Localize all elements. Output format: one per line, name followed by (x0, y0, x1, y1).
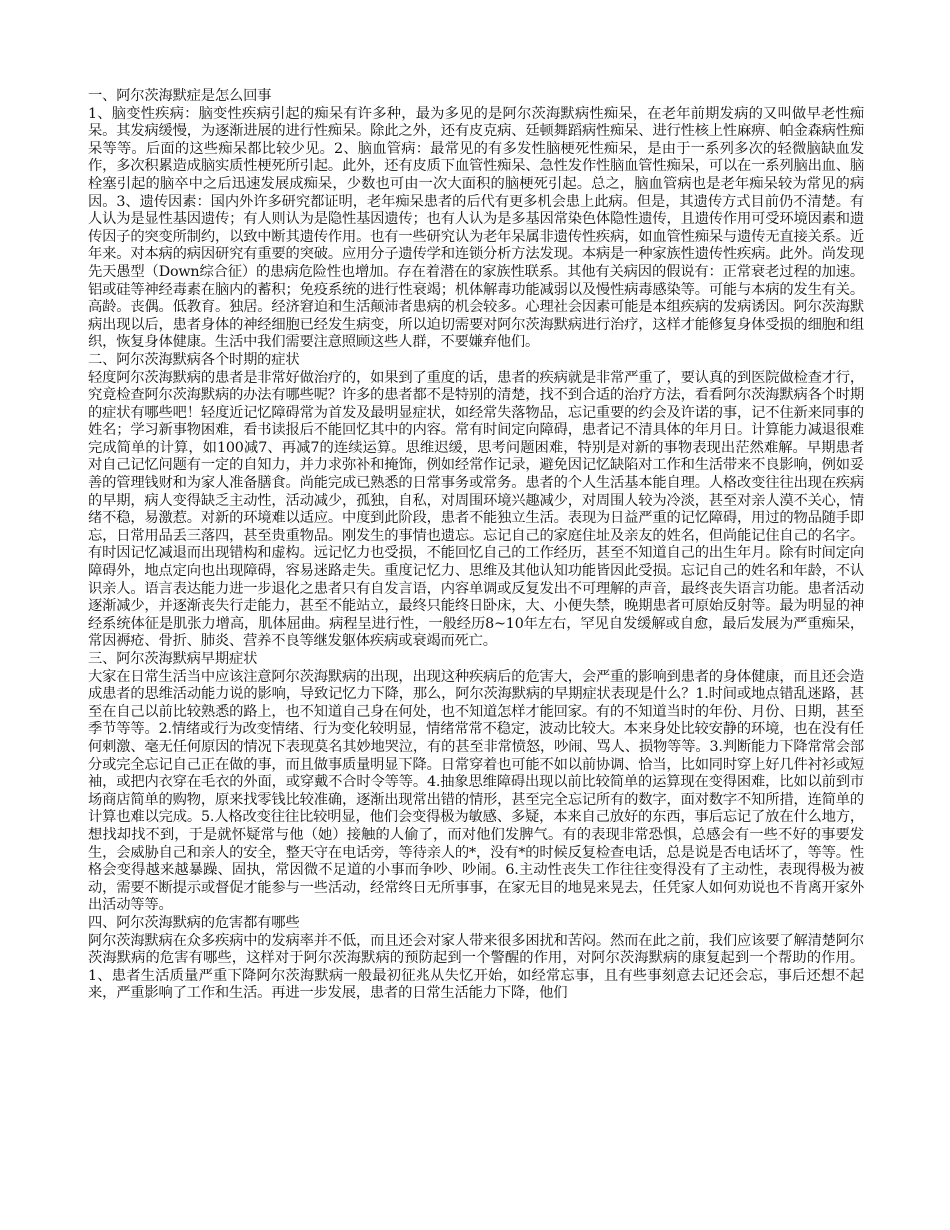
section-paragraph: 大家在日常生活当中应该注意阿尔茨海默病的出现，出现这种疾病后的危害大，会严重的影响到患者的身体健康，而且还会造成患者的思维活动能力说的影响，导致记忆力下降，那么，阿尔茨海默病的早期症状表现是什么？1.时间或地点错乱迷路，甚至在自己以前比较熟悉的路上，也不知道自己身在何处，也不知道怎样才能回家。有的不知道当时的年份、月份、日期，甚至季节等等。2.情绪或行为改变情绪、行为变化较明显，情绪常常不稳定，波动比较大。本来身处比较安静的环境，也在没有任何刺激、毫无任何原因的情况下表现莫名其妙地哭泣，有的甚至非常愤怒，吵闹、骂人、损物等等。3.判断能力下降常常会部分或完全忘记自己正在做的事，而且做事质量明显下降。日常穿着也可能不如以前协调、恰当，比如同时穿上好几件衬衫或短袖，或把内衣穿在毛衣的外面，或穿戴不合时令等等。4.抽象思维障碍出现以前比较简单的运算现在变得困难，比如以前到市场商店简单的购物，原来找零钱比较准确，逐渐出现常出错的情形，甚至完全忘记所有的数字，面对数字不知所措，连简单的计算也难以完成。5.人格改变往往比较明显，他们会变得极为敏感、多疑，本来自己放好的东西，事后忘记了放在什么地方，想找却找不到，于是就怀疑常与他（她）接触的人偷了，而对他们发脾气。有的表现非常恐惧，总感会有一些不好的事要发生，会威胁自己和亲人的安全，整天守在电话旁，等待亲人的*，没有*的时候反复检查电话，总是说是否电话坏了，等等。性格会变得越来越暴躁、固执，常因微不足道的小事而争吵、吵闹。6.主动性丧失工作往往变得没有了主动性，表现得极为被动，需要不断提示或督促才能参与一些活动，经常终日无所事事，在家无目的地晃来晃去，任凭家人如何劝说也不肯离开家外出活动等等。 (88, 668, 864, 914)
document-page (88, 88, 864, 1003)
section-heading: 四、阿尔茨海默病的危害都有哪些 (88, 914, 300, 931)
section-heading: 一、阿尔茨海默症是怎么回事 (88, 88, 272, 104)
section-paragraph: 阿尔茨海默病在众多疾病中的发病率并不低，而且还会对家人带来很多困扰和苦闷。然而在此之前，我们应该要了解清楚阿尔茨海默病的危害有哪些，这样对于阿尔茨海默病的预防起到一个警醒的作用，对阿尔茨海默病的康复起到一个帮助的作用。1、患者生活质量严重下降阿尔茨海默病一般最初征兆从失忆开始，如经常忘事，且有些事刻意去记还会忘，事后还想不起来，严重影响了工作和生活。再进一步发展，患者的日常生活能力下降，他们 (88, 932, 864, 1002)
section-paragraph: 1、脑变性疾病：脑变性疾病引起的痴呆有许多种，最为多见的是阿尔茨海默病性痴呆，在老年前期发病的又叫做早老性痴呆。其发病缓慢，为逐渐进展的进行性痴呆。除此之外，还有皮克病、廷顿舞蹈病性痴呆、进行性核上性麻痹、帕金森病性痴呆等等。后面的这些痴呆都比较少见。2、脑血管病：最常见的有多发性脑梗死性痴呆，是由于一系列多次的轻微脑缺血发作，多次积累造成脑实质性梗死所引起。此外，还有皮质下血管性痴呆、急性发作性脑血管性痴呆，可以在一系列脑出血、脑栓塞引起的脑卒中之后迅速发展成痴呆，少数也可由一次大面积的脑梗死引起。总之，脑血管病也是老年痴呆较为常见的病因。3、遗传因素：国内外许多研究都证明，老年痴呆患者的后代有更多机会患上此病。但是，其遗传方式目前仍不清楚。有人认为是显性基因遗传；有人则认为是隐性基因遗传；也有人认为是多基因常染色体隐性遗传，且遗传作用可受环境因素和遗传因子的突变所制约，以致中断其遗传作用。也有一些研究认为老年呆属非遗传性疾病，如血管性痴呆与遗传无直接关系。近年来。对本病的病因研究有重要的突破。应用分子遗传学和连锁分析方法发现。本病是一种家族性遗传性疾病。此外。尚发现先天愚型（Down综合征）的患病危险性也增加。存在着潜在的家族性联系。其他有关病因的假说有：正常衰老过程的加速。铝或硅等神经毒素在脑内的蓄积；免疫系统的进行性衰竭；机体解毒功能减弱以及慢性病毒感染等。可能与本病的发生有关。高龄。丧偶。低教育。独居。经济窘迫和生活颠沛者患病的机会较多。心理社会因素可能是本组疾病的发病诱因。阿尔茨海默病出现以后，患者身体的神经细胞已经发生病变，所以迫切需要对阿尔茨海默病进行治疗，这样才能修复身体受损的细胞和组织，恢复身体健康。生活中我们需要注意照顾这些人群，不要嫌弃他们。 (88, 105, 864, 351)
section-1 (88, 88, 864, 352)
section-4 (88, 915, 864, 1003)
section-heading: 二、阿尔茨海默病各个时期的症状 (88, 351, 300, 368)
section-paragraph: 轻度阿尔茨海默病的患者是非常好做治疗的，如果到了重度的话，患者的疾病就是非常严重了，要认真的到医院做检查才行，究竟检查阿尔茨海默病的办法有哪些呢？许多的患者都不是特别的清楚，找不到合适的治疗方法，看看阿尔茨海默病各个时期的症状有哪些吧！轻度近记忆障碍常为首发及最明显症状，如经常失落物品，忘记重要的约会及许诺的事，记不住新来同事的姓名；学习新事物困难，看书读报后不能回忆其中的内容。常有时间定向障碍，患者记不清具体的年月日。计算能力减退很难完成简单的计算，如100减7、再减7的连续运算。思维迟缓，思考问题困难，特别是对新的事物表现出茫然难解。早期患者对自己记忆问题有一定的自知力，并力求弥补和掩饰，例如经常作记录，避免因记忆缺陷对工作和生活带来不良影响，例如妥善的管理钱财和为家人准备膳食。尚能完成已熟悉的日常事务或常务。患者的个人生活基本能自理。人格改变往往出现在疾病的早期，病人变得缺乏主动性，活动减少，孤独，自私，对周围环境兴趣减少，对周围人较为冷淡，甚至对亲人漠不关心，情绪不稳，易激惹。对新的环境难以适应。中度到此阶段，患者不能独立生活。表现为日益严重的记忆障碍，用过的物品随手即忘，日常用品丢三落四，甚至贵重物品。刚发生的事情也遗忘。忘记自己的家庭住址及亲友的姓名，但尚能记住自己的名字。有时因记忆减退而出现错构和虚构。远记忆力也受损，不能回忆自己的工作经历，甚至不知道自己的出生年月。除有时间定向障碍外，地点定向也出现障碍，容易迷路走失。重度记忆力、思维及其他认知功能皆因此受损。忘记自己的姓名和年龄，不认识亲人。语言表达能力进一步退化之患者只有自发言语，内容单调或反复发出不可理解的声音，最终丧失语言功能。患者活动逐渐减少，并逐渐丧失行走能力，甚至不能站立，最终只能终日卧床，大、小便失禁，晚期患者可原始反射等。最为明显的神经系统体征是肌张力增高，肌体屈曲。病程呈进行性，一般经历8~10年左右，罕见自发缓解或自愈，最后发展为严重痴呆，常因褥疮、骨折、肺炎、营养不良等继发躯体疾病或衰竭而死亡。 (88, 369, 864, 650)
section-2 (88, 352, 864, 651)
section-3 (88, 651, 864, 915)
section-heading: 三、阿尔茨海默病早期症状 (88, 651, 258, 667)
